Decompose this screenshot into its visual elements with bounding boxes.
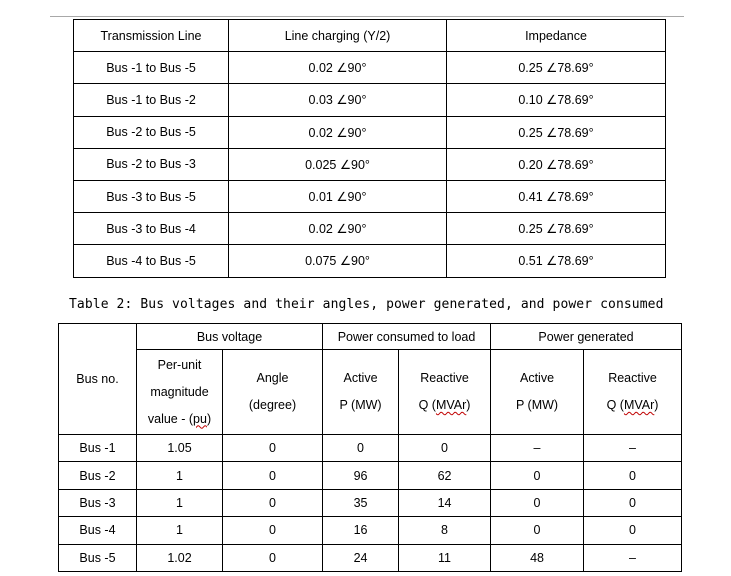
line-name: Bus -1 to Bus -5: [74, 52, 229, 84]
table-row: [74, 84, 666, 116]
generated-reactive: 0: [584, 517, 682, 544]
bus-no: Bus -1: [59, 435, 137, 462]
line-charging: 0.075 ∠90°: [229, 245, 447, 277]
consumed-active: 24: [323, 544, 399, 571]
generated-active: –: [491, 435, 584, 462]
line-name: Bus -3 to Bus -5: [74, 180, 229, 212]
table-row: [74, 180, 666, 212]
header-impedance: Impedance: [447, 20, 666, 52]
impedance: 0.25 ∠78.69°: [447, 52, 666, 84]
header-line-charging: Line charging (Y/2): [229, 20, 447, 52]
spellcheck-underline: MVAr: [623, 398, 655, 412]
line-name: Bus -2 to Bus -3: [74, 148, 229, 180]
consumed-active: 16: [323, 517, 399, 544]
header-bus-no: Bus no.: [59, 324, 137, 435]
header-consumed-reactive: Reactive Q (MVAr): [399, 350, 491, 435]
generated-reactive: –: [584, 435, 682, 462]
header-magnitude: Per-unit magnitude value - (pu): [137, 350, 223, 435]
consumed-active: 96: [323, 462, 399, 489]
consumed-active: 35: [323, 489, 399, 516]
table-row: [74, 245, 666, 277]
line-name: Bus -1 to Bus -2: [74, 84, 229, 116]
magnitude: 1: [137, 462, 223, 489]
magnitude: 1.02: [137, 544, 223, 571]
generated-active: 0: [491, 517, 584, 544]
line-name: Bus -4 to Bus -5: [74, 245, 229, 277]
consumed-reactive: 8: [399, 517, 491, 544]
table-2-caption: Table 2: Bus voltages and their angles, power generated, and power consumed: [69, 297, 664, 312]
consumed-active: 0: [323, 435, 399, 462]
angle: 0: [223, 489, 323, 516]
generated-reactive: 0: [584, 489, 682, 516]
impedance: 0.10 ∠78.69°: [447, 84, 666, 116]
table-row: [59, 462, 682, 489]
header-generated-active: Active P (MW): [491, 350, 584, 435]
generated-reactive: –: [584, 544, 682, 571]
line-charging: 0.02 ∠90°: [229, 116, 447, 148]
generated-active: 0: [491, 462, 584, 489]
table-row: [59, 489, 682, 516]
spellcheck-underline: pu: [193, 411, 207, 426]
angle: 0: [223, 462, 323, 489]
top-rule: [50, 16, 684, 17]
header-bus-voltage: Bus voltage: [137, 324, 323, 350]
table-row: [74, 116, 666, 148]
group-header-row: [59, 324, 682, 350]
generated-reactive: 0: [584, 462, 682, 489]
bus-no: Bus -2: [59, 462, 137, 489]
line-name: Bus -3 to Bus -4: [74, 213, 229, 245]
magnitude: 1: [137, 517, 223, 544]
bus-data-table: [58, 323, 682, 572]
header-consumed-active: Active P (MW): [323, 350, 399, 435]
sub-header-row: [59, 350, 682, 435]
consumed-reactive: 14: [399, 489, 491, 516]
spellcheck-underline: MVAr: [435, 398, 467, 412]
transmission-line-table: [73, 19, 666, 278]
header-transmission-line: Transmission Line: [74, 20, 229, 52]
impedance: 0.51 ∠78.69°: [447, 245, 666, 277]
header-power-consumed: Power consumed to load: [323, 324, 491, 350]
magnitude: 1.05: [137, 435, 223, 462]
generated-active: 0: [491, 489, 584, 516]
angle: 0: [223, 435, 323, 462]
consumed-reactive: 62: [399, 462, 491, 489]
impedance: 0.25 ∠78.69°: [447, 213, 666, 245]
impedance: 0.41 ∠78.69°: [447, 180, 666, 212]
consumed-reactive: 0: [399, 435, 491, 462]
line-charging: 0.03 ∠90°: [229, 84, 447, 116]
header-power-generated: Power generated: [491, 324, 682, 350]
line-charging: 0.02 ∠90°: [229, 213, 447, 245]
table-row: [74, 148, 666, 180]
line-name: Bus -2 to Bus -5: [74, 116, 229, 148]
table-row: [74, 52, 666, 84]
table-header-row: [74, 20, 666, 52]
impedance: 0.20 ∠78.69°: [447, 148, 666, 180]
header-angle: Angle (degree): [223, 350, 323, 435]
bus-no: Bus -3: [59, 489, 137, 516]
table-row: [59, 517, 682, 544]
line-charging: 0.01 ∠90°: [229, 180, 447, 212]
angle: 0: [223, 544, 323, 571]
angle: 0: [223, 517, 323, 544]
table-row: [59, 435, 682, 462]
header-generated-reactive: Reactive Q (MVAr): [584, 350, 682, 435]
magnitude: 1: [137, 489, 223, 516]
line-charging: 0.025 ∠90°: [229, 148, 447, 180]
generated-active: 48: [491, 544, 584, 571]
bus-no: Bus -5: [59, 544, 137, 571]
table-row: [74, 213, 666, 245]
consumed-reactive: 11: [399, 544, 491, 571]
impedance: 0.25 ∠78.69°: [447, 116, 666, 148]
bus-no: Bus -4: [59, 517, 137, 544]
table-row: [59, 544, 682, 571]
line-charging: 0.02 ∠90°: [229, 52, 447, 84]
